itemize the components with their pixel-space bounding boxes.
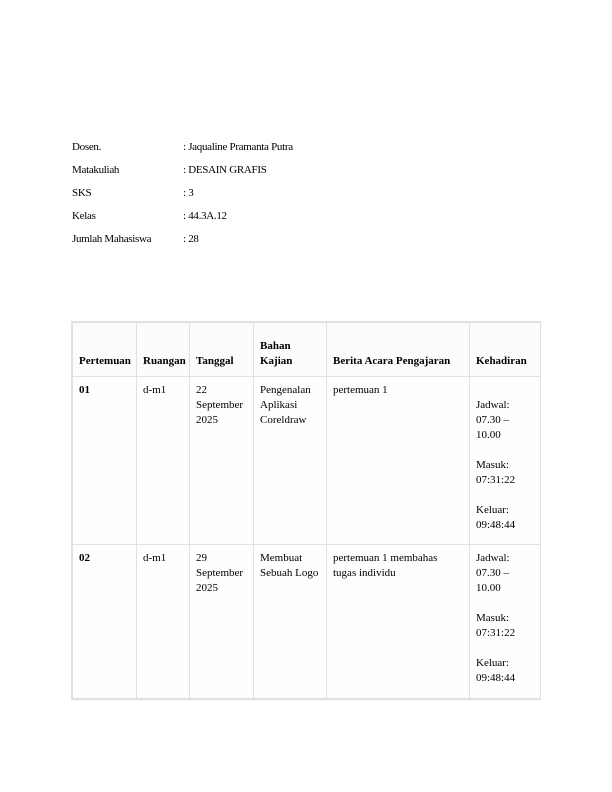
kehadiran-masuk: Masuk: 07:31:22 bbox=[476, 612, 516, 639]
cell-tanggal: 29 September 2025 bbox=[190, 545, 254, 699]
header-pertemuan: Pertemuan bbox=[73, 323, 137, 377]
sks-value: : 3 bbox=[183, 187, 194, 199]
matakuliah-label: Matakuliah bbox=[72, 164, 120, 176]
table-row bbox=[73, 377, 541, 545]
cell-pertemuan: 01 bbox=[73, 377, 137, 545]
kehadiran-masuk: Masuk: 07:31:22 bbox=[476, 459, 516, 486]
header-tanggal: Tanggal bbox=[190, 323, 254, 377]
header-berita-acara: Berita Acara Pengajaran bbox=[327, 323, 470, 377]
matakuliah-value: : DESAIN GRAFIS bbox=[183, 164, 267, 176]
kehadiran-jadwal: Jadwal: 07.30 – 10.00 bbox=[476, 552, 510, 594]
cell-berita-acara: pertemuan 1 bbox=[327, 377, 470, 545]
info-row-sks bbox=[72, 186, 293, 209]
kehadiran-keluar: Keluar: 09:48:44 bbox=[476, 657, 516, 684]
dosen-value: : Jaqualine Pramanta Putra bbox=[183, 141, 293, 153]
table-header-row bbox=[73, 323, 541, 377]
cell-bahan-kajian: Membuat Sebuah Logo bbox=[254, 545, 327, 699]
kelas-label: Kelas bbox=[72, 210, 96, 222]
sks-label: SKS bbox=[72, 187, 92, 199]
attendance-table-container bbox=[72, 322, 540, 699]
header-ruangan: Ruangan bbox=[137, 323, 190, 377]
course-info bbox=[72, 140, 293, 255]
info-row-jumlah-mahasiswa bbox=[72, 232, 293, 255]
kehadiran-jadwal: Jadwal: 07.30 – 10.00 bbox=[476, 399, 510, 441]
kelas-value: : 44.3A.12 bbox=[183, 210, 227, 222]
cell-ruangan: d-m1 bbox=[137, 545, 190, 699]
cell-kehadiran bbox=[470, 545, 541, 699]
cell-tanggal: 22 September 2025 bbox=[190, 377, 254, 545]
cell-ruangan: d-m1 bbox=[137, 377, 190, 545]
info-row-kelas bbox=[72, 209, 293, 232]
info-row-matakuliah bbox=[72, 163, 293, 186]
jumlah-mahasiswa-value: : 28 bbox=[183, 233, 199, 245]
table-row bbox=[73, 545, 541, 699]
cell-bahan-kajian: Pengenalan Aplikasi Coreldraw bbox=[254, 377, 327, 545]
cell-berita-acara: pertemuan 1 membahas tugas individu bbox=[327, 545, 470, 699]
attendance-table bbox=[72, 322, 541, 699]
kehadiran-keluar: Keluar: 09:48:44 bbox=[476, 504, 516, 531]
header-kehadiran: Kehadiran bbox=[470, 323, 541, 377]
cell-kehadiran bbox=[470, 377, 541, 545]
cell-pertemuan: 02 bbox=[73, 545, 137, 699]
info-row-dosen bbox=[72, 140, 293, 163]
header-bahan-kajian: Bahan Kajian bbox=[254, 323, 327, 377]
dosen-label: Dosen. bbox=[72, 141, 102, 153]
jumlah-mahasiswa-label: Jumlah Mahasiswa bbox=[72, 233, 152, 245]
